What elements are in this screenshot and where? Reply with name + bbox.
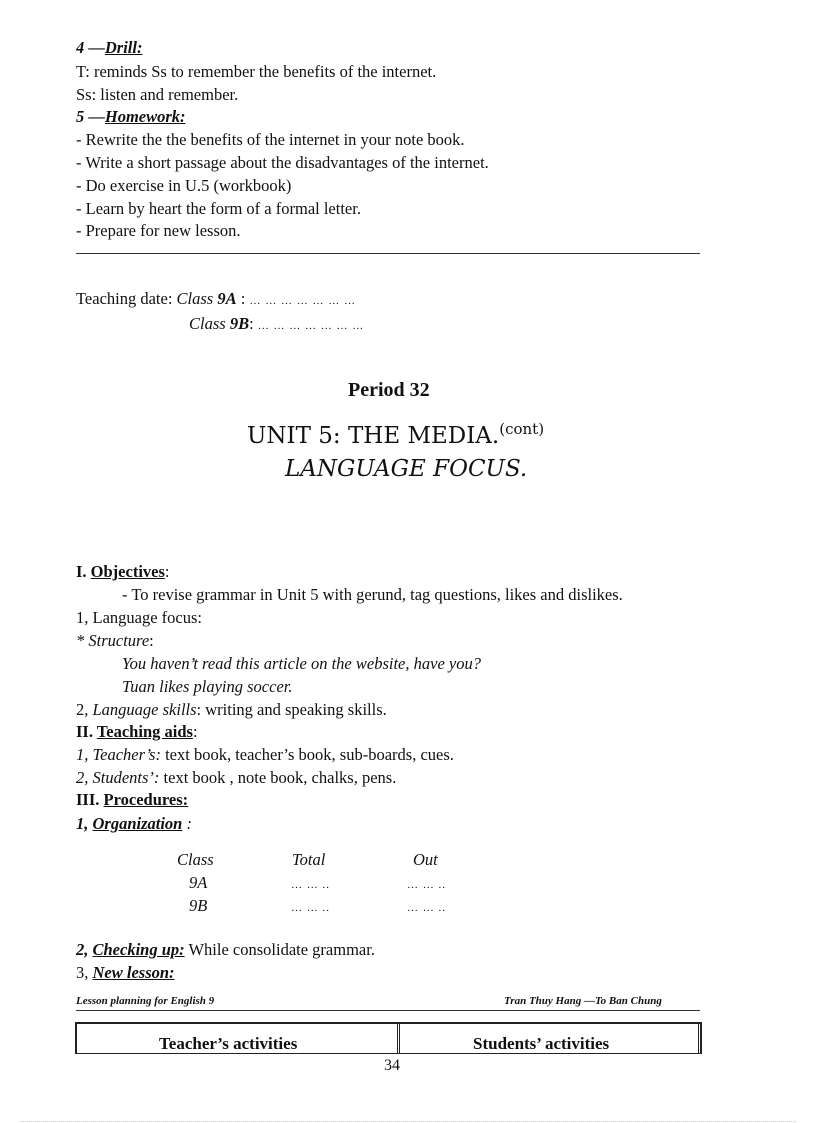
skills-row: [76, 700, 387, 720]
date-dots-a: … … … … … … …: [249, 295, 356, 307]
structure-row: [76, 631, 154, 651]
aids-heading: [76, 722, 198, 742]
procedures-heading: [76, 790, 188, 810]
class-9a: 9A: [217, 289, 237, 308]
attendance-row-9a-total: … … ..: [291, 879, 330, 891]
checking-title: Checking up:: [92, 940, 185, 959]
focus-title: LANGUAGE FOCUS.: [285, 456, 528, 482]
aids-title: Teaching aids: [96, 722, 193, 741]
organization-row: [76, 814, 192, 834]
aids-num: II.: [76, 722, 93, 741]
drill-heading: [76, 38, 142, 58]
aids-teacher-row: [76, 745, 454, 765]
attendance-header-class: Class: [177, 850, 214, 869]
colon-b: :: [249, 314, 254, 333]
organization-tail: :: [182, 814, 192, 833]
homework-number: 5 —: [76, 107, 105, 126]
attendance-header-total: Total: [292, 850, 326, 869]
activities-table-edge: [698, 1024, 699, 1053]
aids-students-row: [76, 768, 396, 788]
aids-teacher-label: 1, Teacher’s:: [76, 745, 161, 764]
aids-students-text: text book , note book, chalks, pens.: [159, 768, 397, 787]
language-focus-label: 1, Language focus:: [76, 608, 202, 627]
objectives-colon: :: [164, 562, 170, 581]
activities-table: [75, 1022, 702, 1054]
attendance-row-9a-out: … … ..: [407, 879, 446, 891]
teacher-activities-header: Teacher’s activities: [159, 1034, 298, 1053]
homework-line-5: - Prepare for new lesson.: [76, 221, 241, 240]
organization-title: Organization: [92, 814, 183, 833]
attendance-header-out: Out: [413, 850, 438, 869]
aids-teacher-text: text book, teacher’s book, sub-boards, cues.: [160, 745, 454, 764]
teaching-date-row-a: [76, 289, 356, 311]
class-word-a: Class: [176, 289, 214, 308]
homework-line-4: - Learn by heart the form of a formal letter.: [76, 199, 361, 218]
objectives-heading: [76, 562, 170, 582]
checking-text: While consolidate grammar.: [184, 940, 375, 959]
homework-line-2: - Write a short passage about the disadvantages of the internet.: [76, 153, 489, 172]
footer-left: Lesson planning for English 9: [76, 995, 215, 1007]
period-title: Period 32: [348, 379, 430, 401]
attendance-row-9b-total: … … ..: [291, 902, 330, 914]
organization-num: 1,: [76, 814, 93, 833]
homework-title: Homework:: [104, 107, 186, 126]
procedures-title: Procedures:: [103, 790, 189, 809]
structure-example-2: Tuan likes playing soccer.: [122, 677, 293, 696]
new-lesson-title: New lesson:: [92, 963, 175, 982]
footer-divider: [76, 1010, 700, 1011]
unit-text: UNIT 5: THE MEDIA.: [247, 423, 500, 449]
structure-label: * Structure: [76, 631, 150, 650]
homework-heading: [76, 107, 186, 127]
structure-colon: :: [149, 631, 154, 650]
colon-a: :: [236, 289, 246, 308]
cont-label: (cont): [499, 420, 545, 438]
class-9b: 9B: [229, 314, 250, 333]
date-dots-b: … … … … … … …: [257, 320, 365, 332]
teaching-date-label: Teaching date:: [76, 289, 173, 308]
objectives-num: I.: [76, 562, 87, 581]
drill-line-1: T: reminds Ss to remember the benefits of the internet.: [76, 62, 437, 81]
checking-num: 2,: [76, 940, 93, 959]
attendance-row-9a-class: 9A: [189, 873, 208, 892]
aids-students-label: 2, Students’:: [76, 768, 160, 787]
students-activities-header: Students’ activities: [473, 1034, 610, 1053]
page-bottom-border: [20, 1121, 796, 1122]
attendance-row-9b-out: … … ..: [407, 902, 446, 914]
skills-prefix: 2,: [76, 700, 93, 719]
footer-right: Tran Thuy Hang —To Ban Chung: [504, 995, 662, 1007]
procedures-num: III.: [76, 790, 100, 809]
page-number: 34: [384, 1057, 400, 1074]
activities-table-divider: [397, 1022, 400, 1054]
skills-text: : writing and speaking skills.: [196, 700, 387, 719]
objectives-title: Objectives: [90, 562, 165, 581]
aids-colon: :: [192, 722, 198, 741]
checking-row: [76, 940, 375, 960]
attendance-row-9b-class: 9B: [189, 896, 208, 915]
skills-label: Language skills: [92, 700, 197, 719]
new-lesson-row: [76, 963, 175, 983]
objectives-aim: - To revise grammar in Unit 5 with gerund, tag questions, likes and dislikes.: [122, 585, 623, 604]
drill-line-2: Ss: listen and remember.: [76, 85, 239, 104]
homework-line-3: - Do exercise in U.5 (workbook): [76, 176, 292, 195]
drill-title: Drill:: [104, 38, 143, 57]
section-divider: [76, 253, 700, 254]
new-lesson-num: 3,: [76, 963, 93, 982]
teaching-date-row-b: [189, 314, 364, 336]
structure-example-1: You haven’t read this article on the website, have you?: [122, 654, 481, 673]
homework-line-1: - Rewrite the the benefits of the internet in your note book.: [76, 130, 465, 149]
drill-number: 4 —: [76, 38, 105, 57]
unit-title: [247, 420, 544, 449]
class-word-b: Class: [189, 314, 226, 333]
